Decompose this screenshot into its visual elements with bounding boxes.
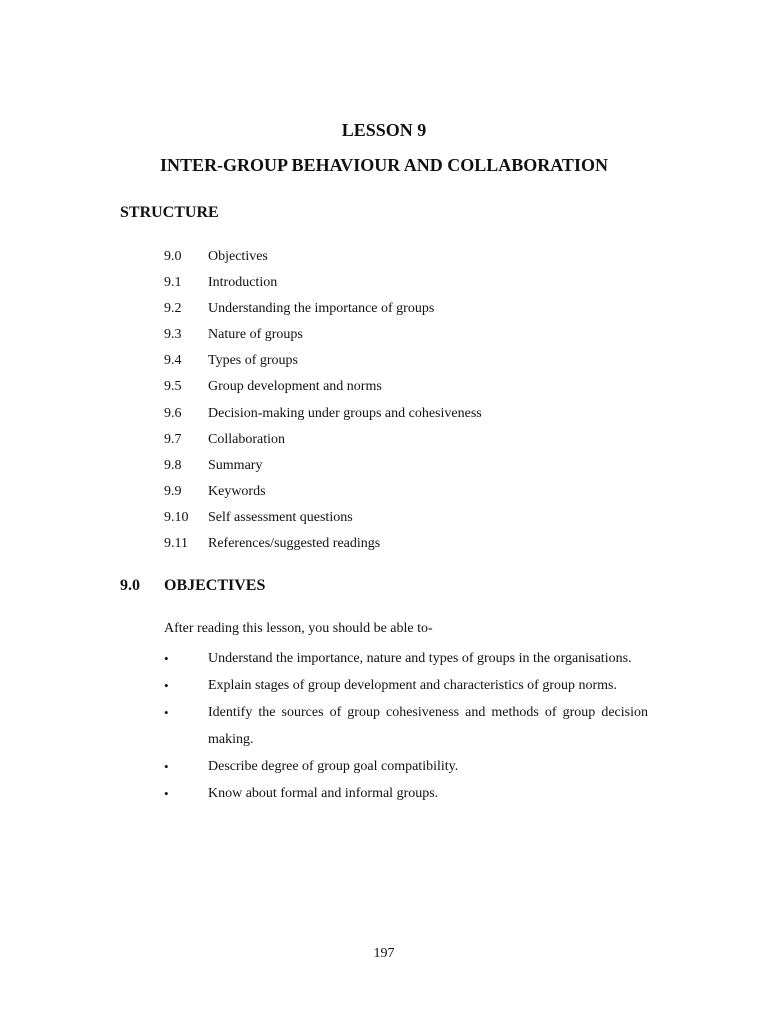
structure-item xyxy=(164,429,664,455)
structure-item-label: Introduction xyxy=(208,275,278,291)
structure-list xyxy=(164,246,664,559)
structure-item-number: 9.1 xyxy=(164,275,182,291)
structure-item-number: 9.3 xyxy=(164,327,182,343)
objective-text: Know about formal and informal groups. xyxy=(208,785,439,801)
objectives-section-title: OBJECTIVES xyxy=(164,577,266,594)
structure-item-label: Decision-making under groups and cohesiveness xyxy=(208,405,482,421)
structure-item xyxy=(164,533,664,559)
page-number: 197 xyxy=(373,946,395,961)
structure-item xyxy=(164,507,664,533)
structure-item-label: Self assessment questions xyxy=(208,509,353,525)
structure-item xyxy=(164,481,664,507)
structure-item xyxy=(164,272,664,298)
structure-item-label: Objectives xyxy=(208,249,268,264)
structure-item-label: Keywords xyxy=(208,483,266,499)
structure-item-number: 9.0 xyxy=(164,249,182,264)
structure-item-number: 9.4 xyxy=(164,353,182,369)
structure-item-number: 9.11 xyxy=(164,536,188,552)
structure-item-number: 9.7 xyxy=(164,431,182,447)
objective-item xyxy=(164,646,648,673)
structure-item-label: Group development and norms xyxy=(208,379,382,395)
objective-text: Identify the sources of group cohesiveness and methods of group decision making. xyxy=(208,705,648,747)
structure-item xyxy=(164,246,664,272)
structure-item-number: 9.9 xyxy=(164,483,182,499)
objective-item xyxy=(164,700,648,753)
lesson-title: INTER-GROUP BEHAVIOUR AND COLLABORATION xyxy=(160,155,608,175)
objectives-section-number: 9.0 xyxy=(120,577,140,594)
bullet-icon: • xyxy=(164,651,169,666)
objectives-list xyxy=(164,646,648,808)
structure-item-label: References/suggested readings xyxy=(208,536,381,552)
bullet-icon: • xyxy=(164,705,169,720)
structure-item-number: 9.2 xyxy=(164,301,182,317)
lesson-number: LESSON 9 xyxy=(341,120,427,140)
structure-item-number: 9.10 xyxy=(164,509,189,525)
structure-item-label: Types of groups xyxy=(208,353,299,369)
structure-heading: STRUCTURE xyxy=(120,204,219,221)
structure-item xyxy=(164,324,664,350)
bullet-icon: • xyxy=(164,678,169,693)
structure-item-label: Understanding the importance of groups xyxy=(208,301,435,317)
structure-item xyxy=(164,455,664,481)
structure-item xyxy=(164,403,664,429)
objective-item xyxy=(164,781,648,808)
structure-item xyxy=(164,350,664,376)
structure-item-number: 9.8 xyxy=(164,457,182,473)
bullet-icon: • xyxy=(164,758,169,774)
objective-text: Describe degree of group goal compatibility. xyxy=(208,758,459,774)
objective-item xyxy=(164,673,648,700)
objectives-heading xyxy=(120,577,265,595)
bullet-icon: • xyxy=(164,785,169,801)
structure-item-label: Summary xyxy=(208,457,263,473)
structure-item xyxy=(164,298,664,324)
structure-item-label: Collaboration xyxy=(208,431,285,447)
objective-item xyxy=(164,754,648,781)
objective-text: Explain stages of group development and characteristics of group norms. xyxy=(208,678,617,693)
structure-item-number: 9.6 xyxy=(164,405,182,421)
objectives-intro: After reading this lesson, you should be able to- xyxy=(164,621,433,636)
objective-text: Understand the importance, nature and types of groups in the organisations. xyxy=(208,651,632,666)
structure-item-label: Nature of groups xyxy=(208,327,303,343)
structure-item-number: 9.5 xyxy=(164,379,182,395)
structure-item xyxy=(164,376,664,402)
